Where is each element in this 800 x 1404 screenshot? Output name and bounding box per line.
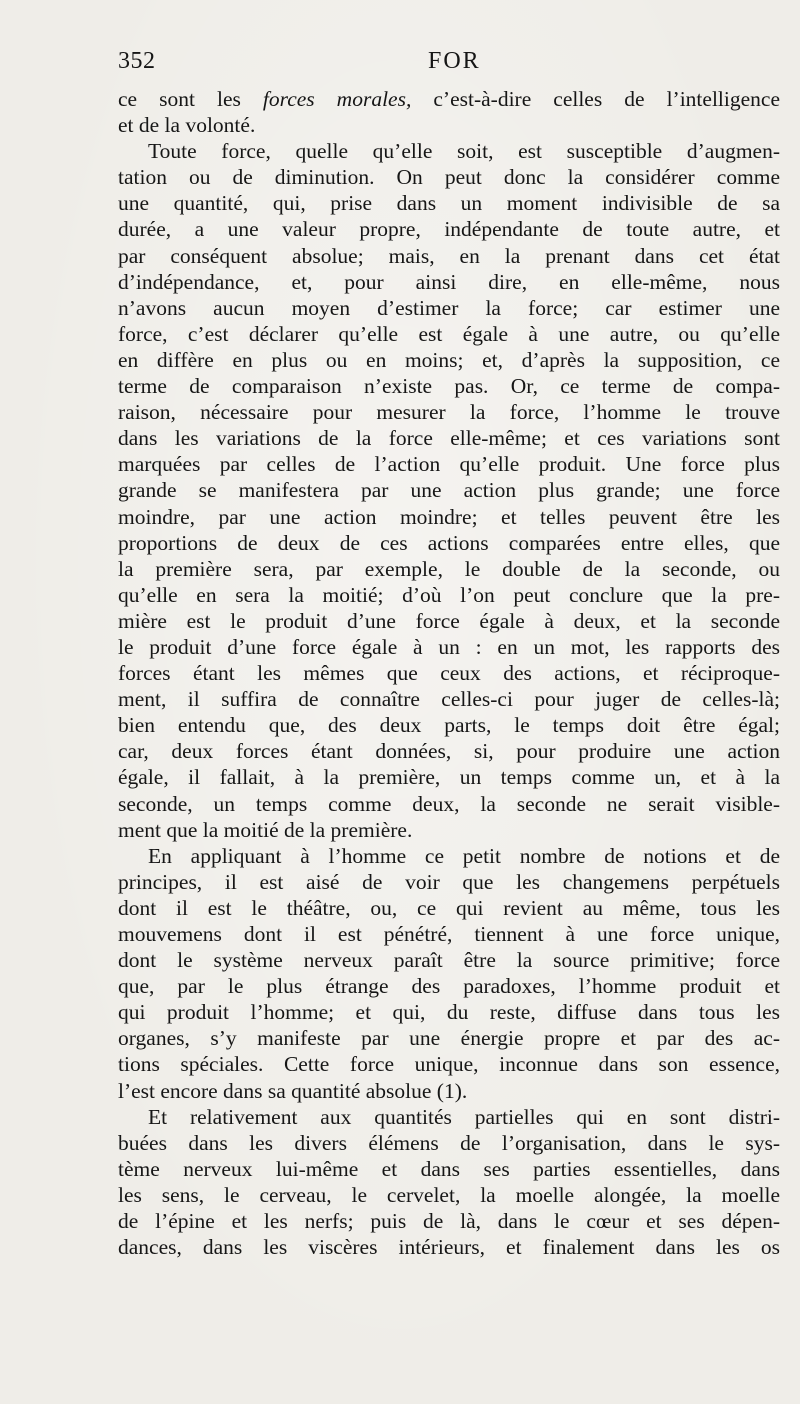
text-line: n’avons aucun moyen d’estimer la force; car estimer une <box>118 295 780 320</box>
text-line: qu’elle en sera la moitié; d’où l’on peut conclure que la pre- <box>118 582 780 607</box>
text-line: ment, il suffira de connaître celles-ci pour juger de celles-là; <box>118 687 780 712</box>
text-line: seconde, un temps comme deux, la seconde ne serait visible- <box>118 791 780 816</box>
text-line: le produit d’une force égale à un : en un mot, les rapports des <box>118 634 780 659</box>
text-line: en diffère en plus ou en moins; et, d’après la supposition, ce <box>118 347 780 372</box>
body-text <box>118 86 780 1260</box>
text-line: ment que la moitié de la première. <box>118 817 413 842</box>
text-line: moindre, par une action moindre; et telles peuvent être les <box>118 504 780 529</box>
text-segment: ce sont les <box>118 87 263 111</box>
text-line: la première sera, par exemple, le double de la seconde, ou <box>118 556 780 581</box>
text-line: par conséquent absolue; mais, en la prenant dans cet état <box>118 243 780 268</box>
page-header <box>118 48 678 82</box>
text-line: car, deux forces étant données, si, pour produire une action <box>118 739 780 764</box>
text-line: tation ou de diminution. On peut donc la considérer comme <box>118 165 780 190</box>
text-line: et de la volonté. <box>118 113 256 138</box>
text-line: organes, s’y manifeste par une énergie propre et par des ac- <box>118 1026 780 1051</box>
text-line: une quantité, qui, prise dans un moment indivisible de sa <box>118 191 780 216</box>
text-segment: c’est-à-dire celles de l’intelligence <box>411 87 780 111</box>
text-line: tions spéciales. Cette force unique, inconnue dans son essence, <box>118 1052 780 1077</box>
text-line: les sens, le cerveau, le cervelet, la moelle alongée, la moelle <box>118 1182 780 1207</box>
text-line: En appliquant à l’homme ce petit nombre de notions et de <box>148 843 780 868</box>
running-head: FOR <box>428 48 481 74</box>
text-line: force, c’est déclarer qu’elle est égale à une autre, ou qu’elle <box>118 321 780 346</box>
text-line: que, par le plus étrange des paradoxes, l’homme produit et <box>118 974 780 999</box>
text-line: Et relativement aux quantités partielles qui en sont distri- <box>148 1104 780 1129</box>
text-line: tème nerveux lui-même et dans ses parties essentielles, dans <box>118 1156 780 1181</box>
text-line <box>118 86 780 112</box>
page-number: 352 <box>118 48 156 74</box>
text-line: d’indépendance, et, pour ainsi dire, en elle-même, nous <box>118 269 780 294</box>
text-line: mouvemens dont il est pénétré, tiennent à une force unique, <box>118 922 780 946</box>
text-line: qui produit l’homme; et qui, du reste, diffuse dans tous les <box>118 1000 780 1025</box>
text-line: de l’épine et les nerfs; puis de là, dans le cœur et ses dépen- <box>118 1209 780 1234</box>
text-line: mière est le produit d’une force égale à deux, et la seconde <box>118 608 780 633</box>
text-line: bien entendu que, des deux parts, le temps doit être égal; <box>118 713 780 738</box>
text-line: dances, dans les viscères intérieurs, et finalement dans les os <box>118 1235 780 1260</box>
text-line: buées dans les divers élémens de l’organisation, dans le sys- <box>118 1130 780 1155</box>
text-line: forces étant les mêmes que ceux des actions, et réciproque- <box>118 661 780 686</box>
text-line: raison, nécessaire pour mesurer la force, l’homme le trouve <box>118 400 780 425</box>
italic-phrase: forces morales, <box>262 87 412 111</box>
text-line: dans les variations de la force elle-même; et ces variations sont <box>118 426 780 451</box>
text-line: proportions de deux de ces actions comparées entre elles, que <box>118 530 780 555</box>
text-line: terme de comparaison n’existe pas. Or, ce terme de compa- <box>118 374 780 399</box>
text-line: dont le système nerveux paraît être la source primitive; force <box>118 948 780 973</box>
text-line: égale, il fallait, à la première, un temps comme un, et à la <box>118 765 780 790</box>
text-line: marquées par celles de l’action qu’elle produit. Une force plus <box>118 452 780 477</box>
text-line: grande se manifestera par une action plus grande; une force <box>118 478 780 503</box>
text-line: durée, a une valeur propre, indépendante de toute autre, et <box>118 217 780 242</box>
text-line: l’est encore dans sa quantité absolue (1). <box>118 1078 468 1103</box>
text-line: dont il est le théâtre, ou, ce qui revient au même, tous les <box>118 895 780 920</box>
text-line: Toute force, quelle qu’elle soit, est susceptible d’augmen- <box>148 139 780 164</box>
text-line: principes, il est aisé de voir que les changemens perpétuels <box>118 869 780 894</box>
